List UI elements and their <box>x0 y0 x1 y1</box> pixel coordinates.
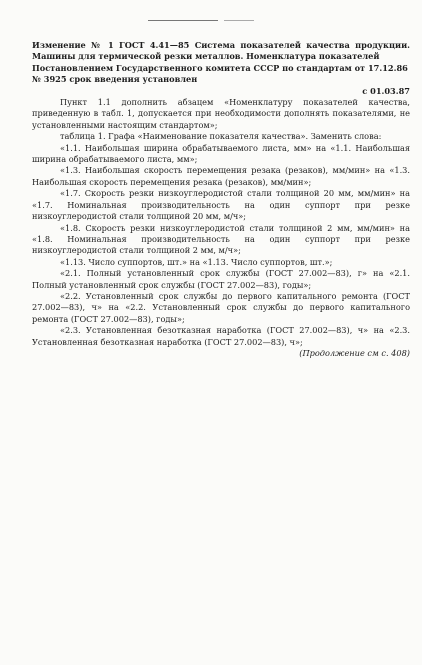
top-rule-right <box>224 20 254 21</box>
paragraph-10: «2.3. Установленная безотказная наработка (ГОСТ 27.002—83), ч» на «2.3. Установленная безотказная наработка (ГОСТ 27.002—83), ч»; <box>32 325 410 347</box>
paragraph-7: «1.13. Число суппортов, шт.» на «1.13. Число суппортов, шт.»; <box>60 256 333 267</box>
continued-note: (Продолжение см с. 408) <box>299 347 410 358</box>
paragraph-2: таблица 1. Графа «Наименование показателя качества». Заменить слова: <box>60 131 382 142</box>
paragraph-1: Пункт 1.1 дополнить абзацем «Номенклатуру показателей качества, приведенную в табл. 1, допускается при необходимости дополнять показателями, не установленными настоящим стандартом»; <box>32 97 410 130</box>
amendment-title: Изменение № 1 ГОСТ 4.41—85 Система показателей качества продукции. Машины для термической резки металлов. Номенклатура показателей <box>32 40 410 62</box>
paragraph-4: «1.3. Наибольшая скорость перемещения резака (резаков), мм/мин» на «1.3. Наибольшая скорость перемещения резака (резаков), мм/мин»; <box>32 165 410 187</box>
paragraph-5: «1.7. Скорость резки низкоуглеродистой стали толщиной 20 мм, мм/мин» на «1.7. Номинальная производительность на один суппорт при резке низкоуглеродистой стали толщиной 20 мм, м/ч»; <box>32 188 410 222</box>
effective-date: с 01.03.87 <box>362 85 410 96</box>
paragraph-8: «2.1. Полный установленный срок службы (ГОСТ 27.002—83), г» на «2.1. Полный установленный срок службы (ГОСТ 27.002—83), годы»; <box>32 268 410 290</box>
document-page <box>32 40 410 359</box>
top-rule-left <box>148 20 218 21</box>
paragraph-6: «1.8. Скорость резки низкоуглеродистой стали толщиной 2 мм, мм/мин» на «1.8. Номинальная производительность на один суппорт при резке низкоуглеродистой стали толщиной 2 мм, м/ч»; <box>32 222 410 256</box>
paragraph-9: «2.2. Установленный срок службы до первого капитального ремонта (ГОСТ 27.002—83), ч» на «2.2. Установленный срок службы до первого капитального ремонта (ГОСТ 27.002—83), годы»; <box>32 290 410 324</box>
paragraph-3: «1.1. Наибольшая ширина обрабатываемого листа, мм» на «1.1. Наибольшая ширина обрабатываемого листа, мм»; <box>32 142 410 165</box>
resolution-line: Постановлением Государственного комитета СССР по стандартам от 17.12.86 № 3925 срок введения установлен <box>32 62 408 85</box>
